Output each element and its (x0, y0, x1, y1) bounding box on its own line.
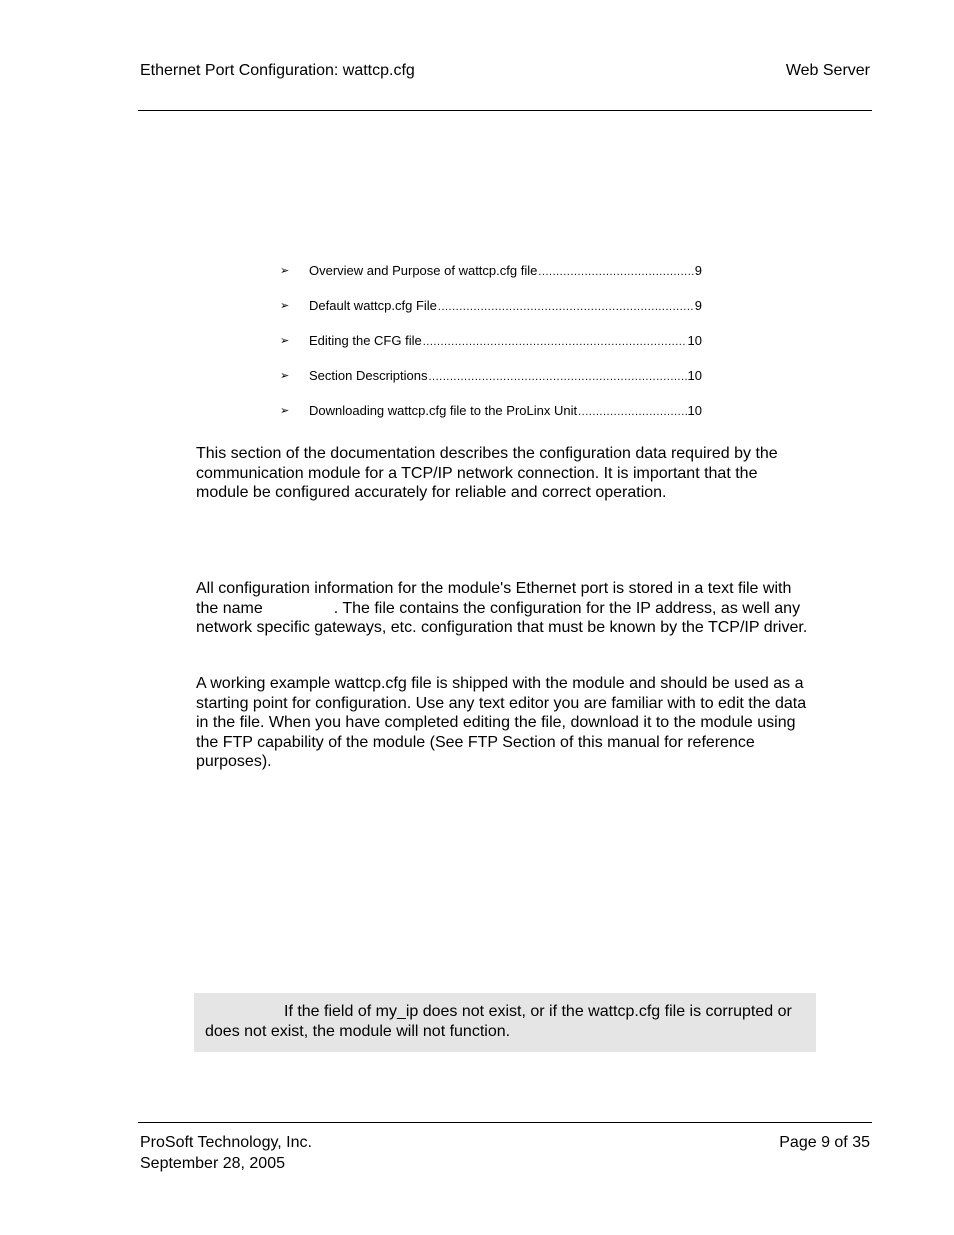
section-contents-list (280, 262, 702, 437)
note-box (194, 993, 816, 1052)
toc-item-page: 10 (687, 403, 702, 418)
toc-item-title: Section Descriptions (309, 368, 428, 383)
footer-page-number: Page 9 of 35 (779, 1134, 870, 1151)
storage-text-start: All configuration information for the module's Ethernet port is stored in a text file with the name (196, 580, 792, 617)
toc-item-title: Downloading wattcp.cfg file to the ProLinx Unit (309, 403, 578, 418)
toc-item[interactable] (280, 297, 702, 332)
toc-item[interactable] (280, 367, 702, 402)
example-paragraph: A working example wattcp.cfg file is shipped with the module and should be used as a starting point for configuration. Use any text editor you are familiar with to edit the data in the file. When you have completed editing the file, download it to the module using the FTP capability of the module (See FTP Section of this manual for reference purposes). (196, 675, 807, 771)
toc-item-title: Default wattcp.cfg File (309, 298, 437, 313)
dot-leader (429, 368, 687, 386)
dot-leader (438, 298, 694, 316)
arrow-bullet-icon: ➢ (280, 300, 290, 312)
toc-item-page: 10 (687, 333, 702, 348)
footer-divider (138, 1122, 872, 1123)
footer-date: September 28, 2005 (140, 1155, 285, 1172)
dot-leader (578, 403, 686, 421)
toc-item-title: Editing the CFG file (309, 333, 422, 348)
storage-text-end: . The file contains the configuration for the IP address, as well any network specific gateways, etc. configuration that must be known by the TCP/IP driver. (196, 599, 808, 637)
arrow-bullet-icon: ➢ (280, 335, 290, 347)
toc-item-title: Overview and Purpose of wattcp.cfg file (309, 263, 538, 278)
storage-paragraph (196, 579, 814, 638)
toc-item-page: 9 (694, 263, 702, 278)
page-header (140, 62, 870, 84)
header-section-title: Ethernet Port Configuration: wattcp.cfg (140, 62, 415, 79)
arrow-bullet-icon: ➢ (280, 405, 290, 417)
intro-paragraph: This section of the documentation describes the configuration data required by the communication module for a TCP/IP network connection. It is important that the module be configured accurately for reliable and correct operation. (196, 445, 778, 502)
footer-company: ProSoft Technology, Inc. (140, 1134, 312, 1151)
toc-item-page: 9 (694, 298, 702, 313)
note-text-block (205, 1002, 805, 1042)
header-divider (138, 110, 872, 111)
header-product-name: Web Server (785, 62, 870, 79)
note-text: If the field of my_ip does not exist, or if the wattcp.cfg file is corrupted or does not exist, the module will not function. (205, 1003, 792, 1040)
arrow-bullet-icon: ➢ (280, 265, 290, 277)
toc-item-page: 10 (687, 368, 702, 383)
toc-item[interactable] (280, 402, 702, 437)
arrow-bullet-icon: ➢ (280, 370, 290, 382)
toc-item[interactable] (280, 262, 702, 297)
dot-leader (538, 263, 693, 281)
dot-leader (423, 333, 687, 351)
toc-item[interactable] (280, 332, 702, 367)
